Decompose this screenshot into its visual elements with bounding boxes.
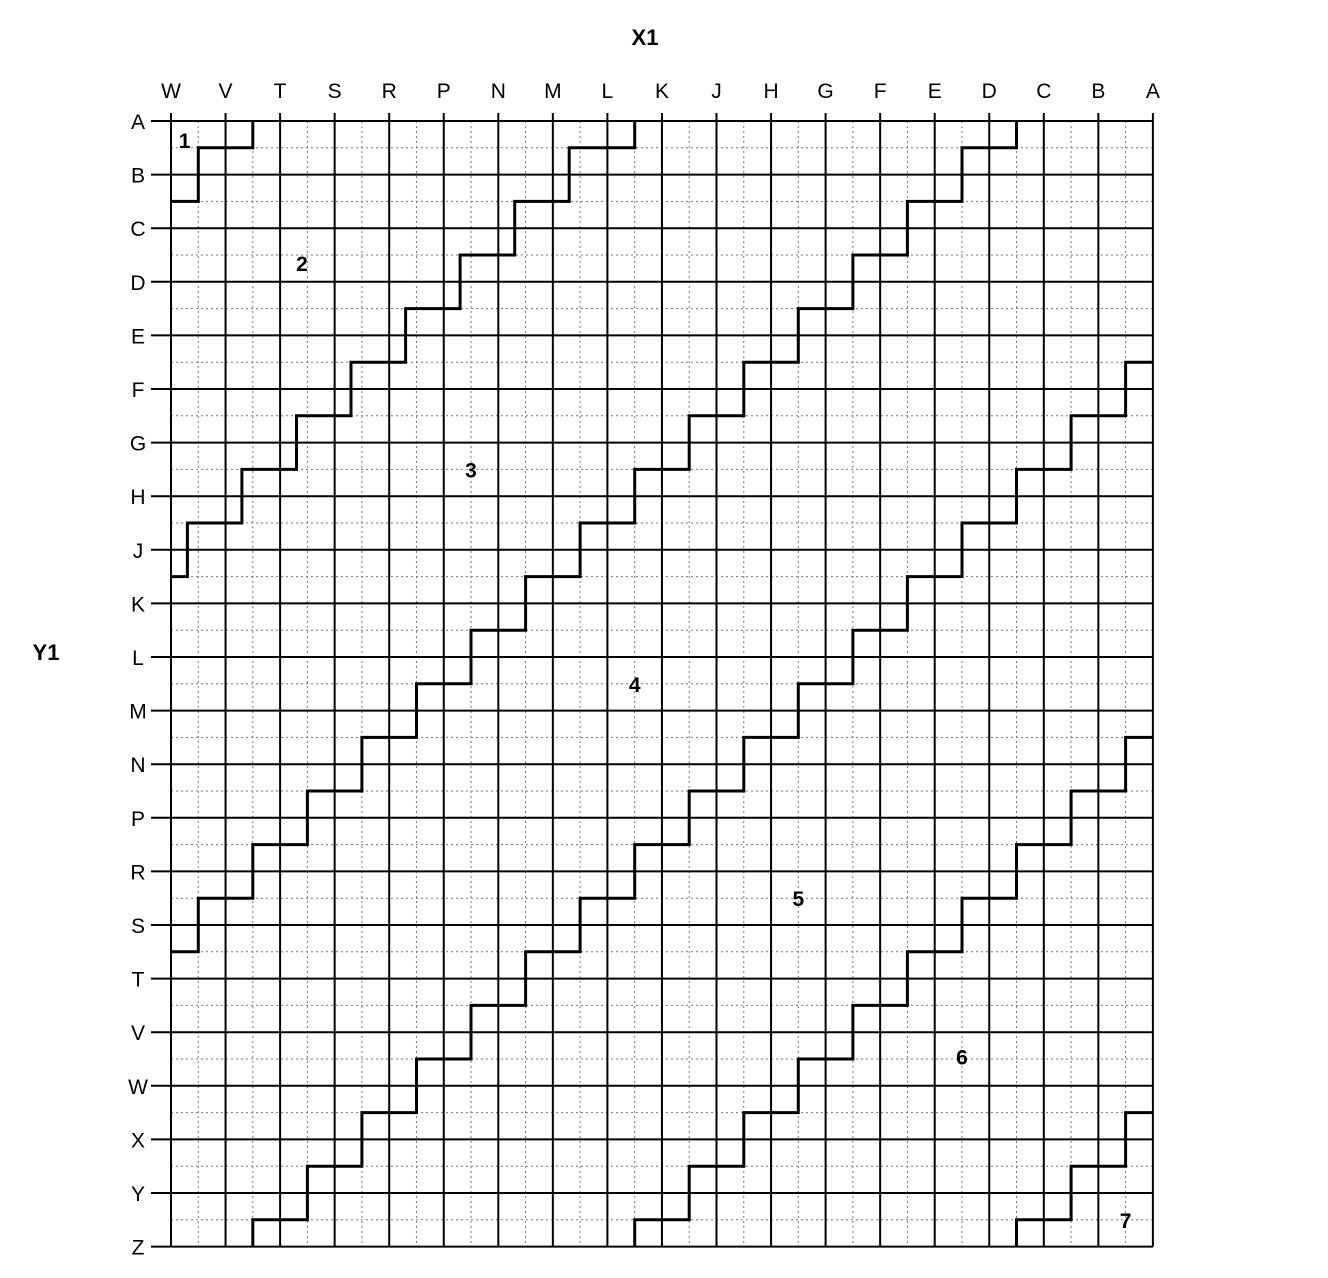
x-tick-E: E	[927, 80, 942, 103]
x-tick-N: N	[490, 80, 506, 103]
y-tick-Y: Y	[130, 1183, 146, 1206]
x-tick-J: J	[711, 80, 722, 103]
y-tick-C: C	[130, 218, 146, 242]
y-tick-E: E	[130, 325, 146, 349]
region-label-1: 1	[178, 129, 191, 153]
boundary-4-5	[253, 362, 1153, 1246]
y-axis-title: Y1	[32, 640, 60, 665]
x-tick-M: M	[544, 80, 562, 103]
x-tick-K: K	[654, 80, 669, 103]
x-tick-labels	[161, 80, 1160, 103]
x-tick-P: P	[436, 80, 451, 103]
x-tick-R: R	[381, 80, 397, 103]
region-label-5: 5	[792, 888, 805, 912]
x-tick-C: C	[1036, 80, 1052, 103]
y-tick-W: W	[128, 1075, 148, 1099]
y-tick-L: L	[132, 647, 144, 670]
y-tick-Z: Z	[131, 1236, 145, 1260]
y-tick-M: M	[129, 700, 147, 724]
region-label-4: 4	[628, 673, 641, 697]
major-grid	[151, 113, 1153, 1247]
x-tick-G: G	[817, 80, 834, 103]
boundary-2-3	[171, 121, 635, 577]
boundary-6-7	[1017, 1113, 1153, 1247]
y-tick-H: H	[130, 486, 146, 510]
x-axis-title: X1	[631, 25, 659, 50]
y-tick-D: D	[130, 271, 146, 295]
y-tick-G: G	[129, 432, 147, 456]
y-tick-X: X	[130, 1129, 146, 1153]
y-tick-A: A	[130, 111, 146, 134]
y-tick-N: N	[130, 754, 146, 778]
y-tick-F: F	[131, 379, 145, 402]
y-tick-S: S	[130, 915, 146, 938]
x-tick-T: T	[273, 80, 287, 103]
x-tick-W: W	[161, 80, 181, 103]
x-tick-H: H	[763, 80, 779, 103]
boundary-3-4	[171, 121, 1017, 952]
y-tick-P: P	[130, 807, 146, 831]
y-tick-T: T	[131, 968, 145, 992]
y-tick-J: J	[132, 539, 144, 563]
region-label-2: 2	[296, 253, 308, 277]
x-tick-L: L	[601, 80, 614, 103]
x-tick-D: D	[981, 80, 997, 103]
y-tick-K: K	[130, 593, 146, 617]
x-tick-S: S	[327, 80, 342, 103]
y-tick-labels	[128, 111, 148, 1260]
x-tick-F: F	[873, 80, 887, 103]
x-tick-A: A	[1145, 80, 1160, 103]
region-label-6: 6	[956, 1046, 968, 1070]
x-tick-B: B	[1091, 80, 1106, 103]
y-tick-B: B	[130, 164, 146, 188]
x-tick-V: V	[218, 80, 233, 103]
boundary-5-6	[635, 737, 1153, 1246]
y-tick-R: R	[130, 861, 146, 885]
y-tick-V: V	[130, 1022, 146, 1046]
region-label-3: 3	[465, 459, 477, 483]
region-label-7: 7	[1119, 1209, 1132, 1233]
